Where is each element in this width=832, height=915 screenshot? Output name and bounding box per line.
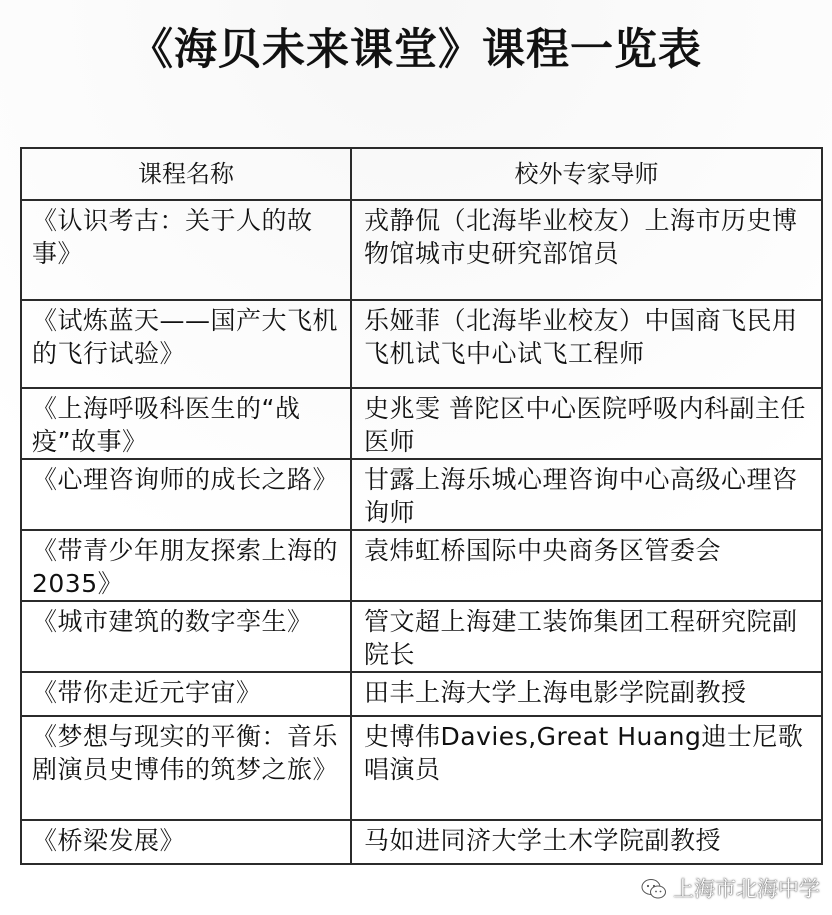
mentor-info: 史兆雯 普陀区中心医院呼吸内科副主任医师 xyxy=(364,394,806,456)
course-table-container xyxy=(20,147,821,865)
table-row xyxy=(21,200,822,300)
mentor-cell xyxy=(351,820,822,864)
course-cell xyxy=(21,459,351,530)
course-name: 《带青少年朋友探索上海的2035》 xyxy=(32,536,339,598)
table-row xyxy=(21,300,822,388)
watermark-text: 上海市北海中学 xyxy=(673,877,820,901)
course-name: 《试炼蓝天——国产大飞机的飞行试验》 xyxy=(32,306,339,368)
mentor-info: 甘露上海乐城心理咨询中心高级心理咨询师 xyxy=(364,465,798,527)
table-row xyxy=(21,820,822,864)
table-header-row xyxy=(21,148,822,200)
course-cell xyxy=(21,388,351,459)
table-row xyxy=(21,388,822,459)
table-row xyxy=(21,672,822,716)
mentor-info: 袁炜虹桥国际中央商务区管委会 xyxy=(364,536,722,565)
course-cell xyxy=(21,716,351,820)
course-cell xyxy=(21,200,351,300)
mentor-info: 管文超上海建工装饰集团工程研究院副院长 xyxy=(364,607,798,669)
table-row xyxy=(21,530,822,601)
mentor-cell xyxy=(351,459,822,530)
course-cell xyxy=(21,820,351,864)
course-name: 《带你走近元宇宙》 xyxy=(32,678,262,707)
course-name: 《梦想与现实的平衡：音乐剧演员史博伟的筑梦之旅》 xyxy=(32,722,339,784)
course-cell xyxy=(21,601,351,672)
mentor-info: 史博伟Davies,Great Huang迪士尼歌唱演员 xyxy=(364,722,804,784)
mentor-info: 马如进同济大学土木学院副教授 xyxy=(364,826,722,855)
course-cell xyxy=(21,530,351,601)
mentor-cell xyxy=(351,200,822,300)
course-name: 《上海呼吸科医生的“战疫”故事》 xyxy=(32,394,301,456)
mentor-cell xyxy=(351,530,822,601)
mentor-info: 田丰上海大学上海电影学院副教授 xyxy=(364,678,747,707)
table-row xyxy=(21,601,822,672)
watermark xyxy=(641,875,820,903)
mentor-cell xyxy=(351,672,822,716)
mentor-cell xyxy=(351,716,822,820)
course-cell xyxy=(21,300,351,388)
mentor-cell xyxy=(351,300,822,388)
course-name: 《城市建筑的数字孪生》 xyxy=(32,607,313,636)
course-name: 《桥梁发展》 xyxy=(32,826,186,855)
table-row xyxy=(21,459,822,530)
course-name: 《认识考古：关于人的故事》 xyxy=(32,206,313,268)
header-course-name: 课程名称 xyxy=(21,148,351,200)
course-cell xyxy=(21,672,351,716)
mentor-info: 乐娅菲（北海毕业校友）中国商飞民用飞机试飞中心试飞工程师 xyxy=(364,306,798,368)
mentor-info: 戎静侃（北海毕业校友）上海市历史博物馆城市史研究部馆员 xyxy=(364,206,798,268)
course-name: 《心理咨询师的成长之路》 xyxy=(32,465,339,494)
table-row xyxy=(21,716,822,820)
header-mentor: 校外专家导师 xyxy=(351,148,822,200)
mentor-cell xyxy=(351,601,822,672)
course-table xyxy=(20,147,823,865)
page-title: 《海贝未来课堂》课程一览表 xyxy=(130,25,702,75)
mentor-cell xyxy=(351,388,822,459)
wechat-icon xyxy=(641,878,667,900)
